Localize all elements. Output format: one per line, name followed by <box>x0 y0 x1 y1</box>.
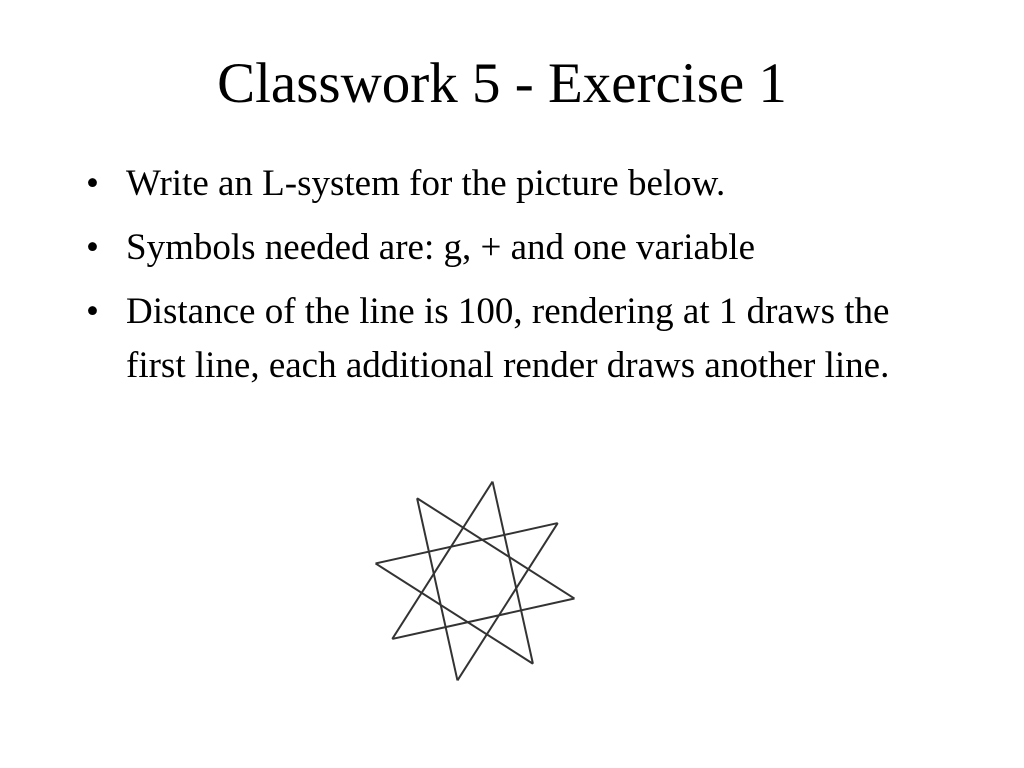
bullet-marker: • <box>86 227 99 268</box>
bullet-item <box>86 157 926 211</box>
star-line-segment <box>376 493 558 593</box>
bullet-text: Symbols needed are: g, + and one variable <box>126 227 756 268</box>
star-line-segment <box>387 498 487 680</box>
star-line-segment <box>370 563 545 663</box>
bullet-text: Distance of the line is 100, rendering at 1 draws the first line, each additional render draws another line. <box>126 291 890 386</box>
bullet-marker: • <box>86 163 99 204</box>
star-line-segment <box>392 569 574 669</box>
bullet-list <box>86 157 926 403</box>
bullet-item <box>86 221 926 275</box>
bullet-item <box>86 285 926 393</box>
bullet-text: Write an L-system for the picture below. <box>126 163 726 204</box>
star-line-segment <box>457 511 557 686</box>
star-line-segment <box>392 476 492 651</box>
l-system-star-figure <box>370 476 580 686</box>
bullet-marker: • <box>86 291 99 332</box>
slide-title: Classwork 5 - Exercise 1 <box>217 52 787 115</box>
star-line-segment <box>463 482 563 664</box>
star-line-group <box>370 476 580 686</box>
star-line-segment <box>405 498 580 598</box>
